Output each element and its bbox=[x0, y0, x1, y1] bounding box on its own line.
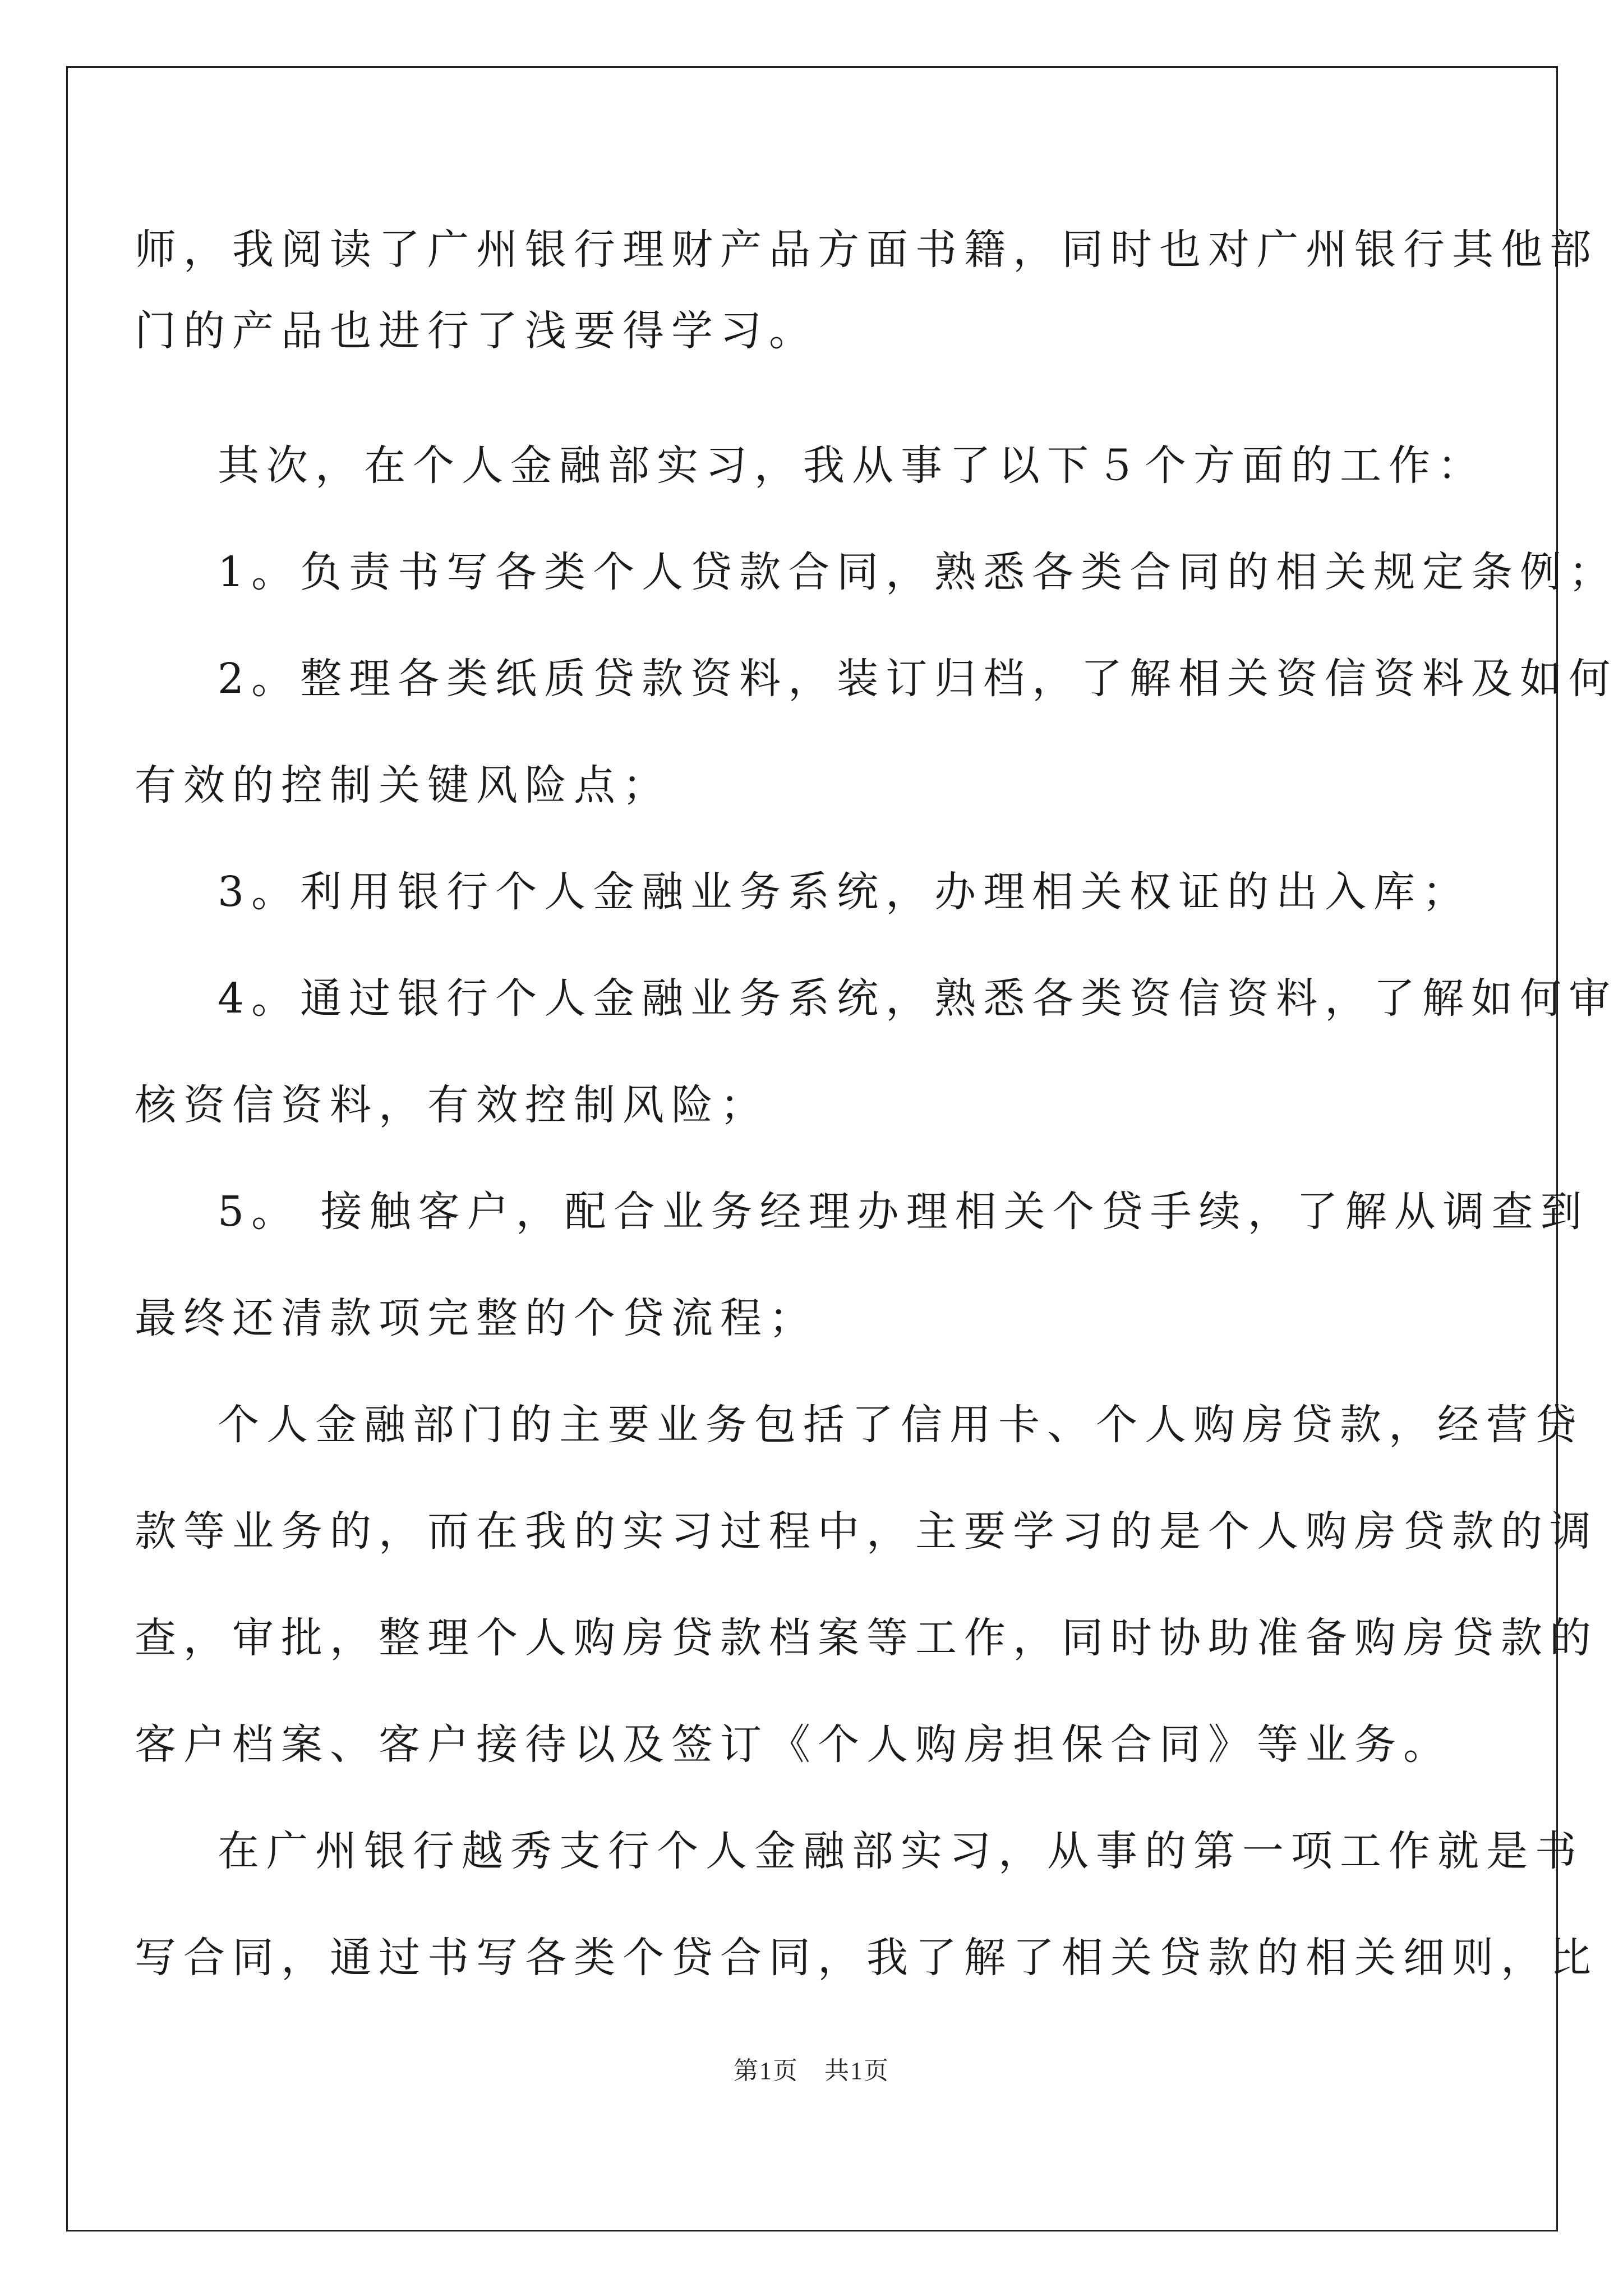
page-frame bbox=[66, 66, 1558, 2231]
text-line: 个人金融部门的主要业务包括了信用卡、个人购房贷款，经营贷 bbox=[218, 1401, 1584, 1449]
text-line: 1。负责书写各类个人贷款合同，熟悉各类合同的相关规定条例； bbox=[218, 548, 1618, 596]
text-line: 在广州银行越秀支行个人金融部实习，从事的第一项工作就是书 bbox=[218, 1827, 1584, 1875]
text-line: 其次，在个人金融部实习，我从事了以下５个方面的工作： bbox=[218, 441, 1486, 490]
text-line: 3。利用银行个人金融业务系统，办理相关权证的出入库； bbox=[218, 868, 1472, 916]
text-line: 有效的控制关键风险点； bbox=[135, 761, 671, 809]
text-line: 门的产品也进行了浅要得学习。 bbox=[135, 307, 818, 355]
text-line: 核资信资料，有效控制风险； bbox=[135, 1081, 769, 1129]
text-line: 客户档案、客户接待以及签订《个人购房担保合同》等业务。 bbox=[135, 1720, 1452, 1769]
text-line: 写合同，通过书写各类个贷合同，我了解了相关贷款的相关细则，比 bbox=[135, 1934, 1598, 1982]
text-line: 最终还清款项完整的个贷流程； bbox=[135, 1294, 818, 1342]
text-line: 查，审批，整理个人购房贷款档案等工作，同时协助准备购房贷款的 bbox=[135, 1614, 1598, 1662]
text-line: 5。 接触客户，配合业务经理办理相关个贷手续，了解从调查到 bbox=[218, 1188, 1589, 1236]
page-footer: 第1页 共1页 bbox=[734, 2057, 889, 2085]
text-line: 款等业务的，而在我的实习过程中，主要学习的是个人购房贷款的调 bbox=[135, 1507, 1598, 1556]
text-line: 师，我阅读了广州银行理财产品方面书籍，同时也对广州银行其他部 bbox=[135, 226, 1598, 274]
text-line: 4。通过银行个人金融业务系统，熟悉各类资信资料，了解如何审 bbox=[218, 974, 1618, 1023]
text-line: 2。整理各类纸质贷款资料，装订归档，了解相关资信资料及如何 bbox=[218, 655, 1618, 703]
